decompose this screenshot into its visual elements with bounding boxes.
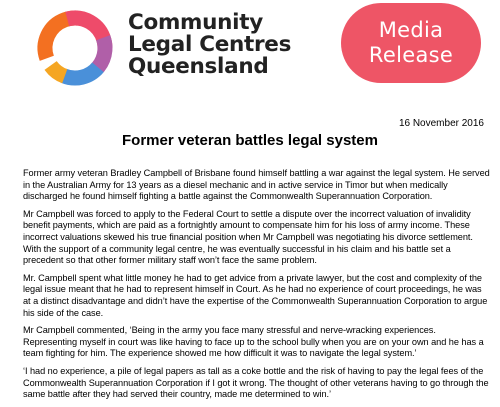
paragraph: Mr Campbell was forced to apply to the Federal Court to settle a dispute over the incorrect valuation of invalidity benefit payments, which are paid as a fortnightly amount to compensate him for his loss of army income. These incorrect valuations skewed his true financial position when Mr Campbell was negotiating his divorce settlement. With the support of a community legal centre, he was eventually successful in his claim and his battle set a precedent so that other former military staff won’t face the same problem. <box>23 208 473 266</box>
paragraph: ‘I had no experience, a pile of legal papers as tall as a coke bottle and the risk of having to pay the legal fees of the Commonwealth Superannuation Corporation if I got it wrong. The thought of other veterans having to go through the same battle after they had served their country, made me determined to win.’ <box>23 365 489 400</box>
paragraph: Mr. Campbell spent what little money he had to get advice from a private lawyer, but the cost and complexity of the legal issue meant that he had to represent himself in Court. As he had no experience of court proceedings, he was at a distinct disadvantage and didn’t have the expertise of the Commonwealth Superannuation Corporation to argue his side of the case. <box>23 272 488 318</box>
paragraph: Mr Campbell commented, ‘Being in the army you face many stressful and nerve-wracking experiences. Representing myself in court was like having to face up to the school bully when you are on your own and he has a team fighting for him. The experience showed me how difficult it was to navigate the legal system.’ <box>23 325 484 359</box>
org-line: Legal Centres <box>128 32 292 57</box>
article-body <box>23 168 491 407</box>
article-title: Former veteran battles legal system <box>122 132 378 149</box>
organisation-name <box>128 12 291 78</box>
community-legal-logo-icon <box>33 6 117 90</box>
paragraph: Former army veteran Bradley Campbell of Brisbane found himself battling a war against the legal system. He served in the Australian Army for 13 years as a diesel mechanic and in active service in Timor but when medically discharged he found himself fighting a battle against the Commonwealth Superannuation Corporation. <box>23 168 490 202</box>
header <box>0 0 500 100</box>
org-line: Queensland <box>128 54 269 79</box>
media-release-badge <box>341 3 481 83</box>
org-line: Community <box>128 10 263 35</box>
release-date: 16 November 2016 <box>398 118 484 129</box>
badge-line: Release <box>368 43 454 67</box>
badge-line: Media <box>378 18 444 42</box>
